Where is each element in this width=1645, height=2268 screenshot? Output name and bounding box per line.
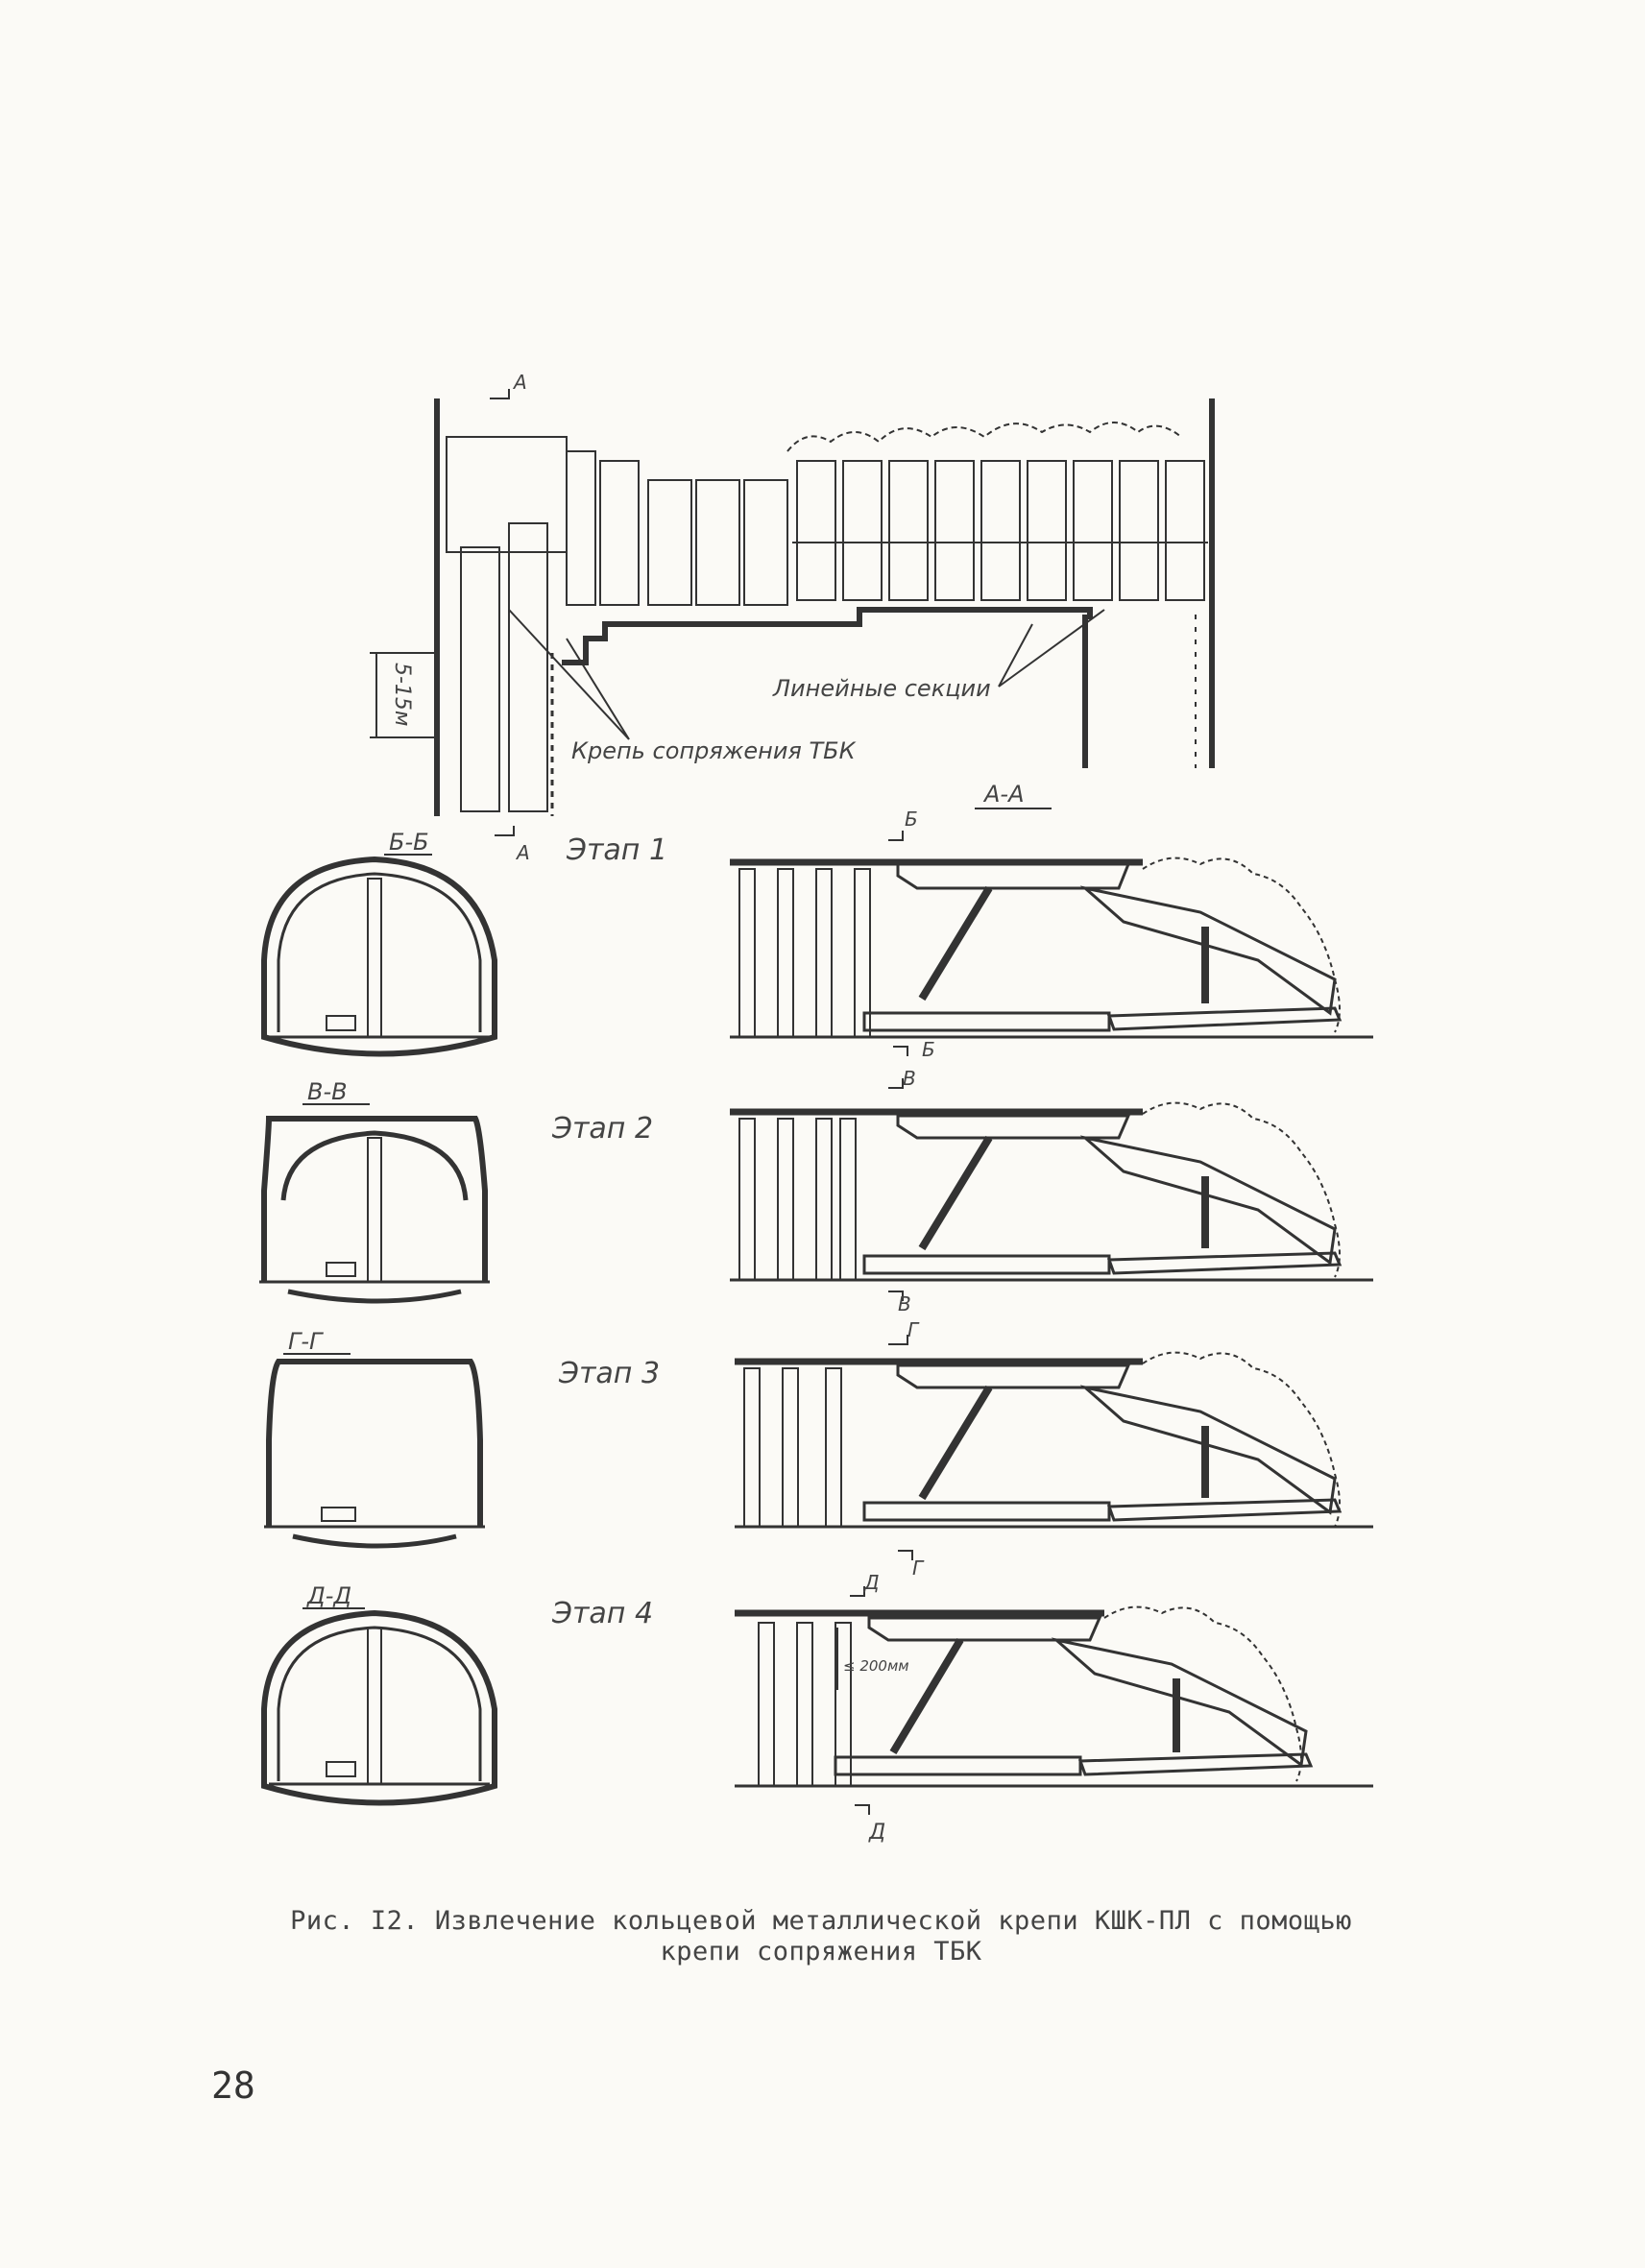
- canopy: [898, 1365, 1128, 1387]
- junction-support-mid: [600, 461, 639, 605]
- linear-section: [935, 461, 974, 600]
- linear-section: [1028, 461, 1066, 600]
- ring-support-post: [744, 1368, 760, 1527]
- tunnel-outline: [264, 1613, 495, 1803]
- leader-line: [509, 610, 629, 739]
- ring-support-post: [739, 869, 755, 1037]
- prop: [368, 879, 381, 1037]
- canopy: [898, 864, 1128, 888]
- base-block: [327, 1016, 355, 1030]
- linear-section: [1166, 461, 1204, 600]
- label-linear-sections: Линейные секции: [773, 675, 991, 702]
- linear-section: [843, 461, 882, 600]
- floor-ring-segment: [288, 1291, 461, 1301]
- cut-marker: [888, 1335, 907, 1344]
- leader-line: [999, 624, 1032, 687]
- base-plate: [864, 1256, 1109, 1273]
- cross-section-gg: [264, 1328, 485, 1546]
- shield-arm: [1085, 888, 1335, 1013]
- junction-support-mid: [567, 451, 595, 605]
- ring-support-post: [840, 1119, 856, 1280]
- leader-line: [567, 639, 629, 739]
- rock-rubble: [1143, 858, 1340, 1032]
- base-extension: [1109, 1253, 1340, 1273]
- rock-rubble: [1143, 1103, 1340, 1277]
- figure-caption: [192, 1906, 1450, 1967]
- ring-support-post: [739, 1119, 755, 1280]
- ring-support-post: [816, 1119, 832, 1280]
- linear-section: [744, 480, 787, 605]
- shield-arm: [1056, 1640, 1306, 1765]
- ring-support-post: [816, 869, 832, 1037]
- linear-section: [696, 480, 739, 605]
- label-stage-4: Этап 4: [552, 1597, 654, 1630]
- label-stage-1: Этап 1: [567, 833, 668, 867]
- base-plate: [864, 1503, 1109, 1520]
- label-stage-3: Этап 3: [559, 1357, 661, 1390]
- base-extension: [1080, 1754, 1311, 1774]
- linear-section: [889, 461, 928, 600]
- hydraulic-leg: [922, 888, 989, 999]
- ring-supports-stack: [739, 1119, 856, 1280]
- ring-supports-stack: [739, 869, 870, 1037]
- shield-arm: [1085, 1387, 1335, 1512]
- label-section-vv: В-В: [307, 1078, 348, 1105]
- linear-section: [648, 480, 691, 605]
- ring-support-post: [826, 1368, 841, 1527]
- leader-line: [999, 610, 1104, 687]
- label-section-aa: А-А: [984, 781, 1025, 808]
- ring-support: [278, 1628, 480, 1781]
- cut-marker: [893, 1047, 907, 1056]
- cut-marker: [888, 831, 903, 840]
- hydraulic-leg: [922, 1387, 989, 1498]
- ring-support-post: [797, 1623, 812, 1786]
- tunnel-outline: [269, 1362, 480, 1527]
- longitudinal-stage-1: [730, 808, 1373, 1061]
- label-section-gg: Г-Г: [288, 1328, 323, 1355]
- label-cut-g-top: Г: [907, 1318, 919, 1341]
- linear-sections-row: [648, 461, 1208, 605]
- linear-section: [1074, 461, 1112, 600]
- ring-support-post: [759, 1623, 774, 1786]
- junction-support-leg: [461, 547, 499, 811]
- plan-view: [370, 371, 1212, 864]
- base-block: [327, 1263, 355, 1276]
- section-marker-a-bottom: [495, 826, 514, 835]
- rock-hatch: [787, 422, 1181, 451]
- page-number: 28: [211, 2064, 255, 2107]
- junction-support-leg: [509, 523, 547, 811]
- label-section-a-top: А: [514, 371, 527, 394]
- base-block: [327, 1762, 355, 1776]
- ring-support-post: [778, 869, 793, 1037]
- prop: [368, 1628, 381, 1784]
- label-cut-g-bottom: Г: [912, 1556, 924, 1580]
- cut-marker: [888, 1078, 903, 1088]
- ring-supports-stack: [744, 1368, 841, 1527]
- label-dimension: 5-15м: [390, 663, 414, 727]
- cut-marker: [855, 1805, 869, 1815]
- tunnel-outline: [264, 859, 495, 1054]
- junction-support-block: [447, 437, 567, 552]
- linear-section: [797, 461, 835, 600]
- caption-line-2: крепи сопряжения ТБК: [660, 1937, 982, 1966]
- ring-segment: [283, 1133, 466, 1200]
- tunnel-outline: [264, 1119, 485, 1282]
- base-plate: [864, 1013, 1109, 1030]
- cross-section-vv: [259, 1078, 490, 1301]
- linear-section: [1120, 461, 1158, 600]
- hydraulic-leg: [922, 1138, 989, 1248]
- label-cut-b-bottom: Б: [922, 1038, 935, 1061]
- canopy: [898, 1116, 1128, 1138]
- base-block: [322, 1508, 355, 1521]
- face-stepped-line: [562, 610, 1090, 663]
- ring-support-post: [783, 1368, 798, 1527]
- label-cut-v-top: В: [903, 1067, 916, 1090]
- cross-section-dd: [264, 1582, 495, 1803]
- linear-section: [981, 461, 1020, 600]
- label-section-a-bottom: А: [517, 841, 530, 864]
- cross-section-bb: [264, 829, 495, 1054]
- floor-ring-segment: [293, 1536, 456, 1546]
- label-cut-d-bottom: Д: [869, 1821, 886, 1845]
- base-plate: [835, 1757, 1080, 1774]
- label-section-bb: Б-Б: [389, 829, 429, 856]
- label-stage-2: Этап 2: [552, 1112, 654, 1146]
- longitudinal-stage-3: [735, 1318, 1373, 1580]
- label-cut-v-bottom: В: [898, 1292, 911, 1315]
- prop: [368, 1138, 381, 1282]
- ring-support-post: [778, 1119, 793, 1280]
- label-section-dd: Д-Д: [307, 1582, 352, 1609]
- ring-support: [278, 874, 480, 1032]
- label-max-gap: ≤ 200мм: [843, 1657, 909, 1675]
- cut-marker: [898, 1551, 912, 1560]
- section-marker-a-top: [490, 389, 509, 398]
- canopy: [869, 1618, 1100, 1640]
- label-junction-support: Крепь сопряжения ТБК: [571, 737, 856, 764]
- label-cut-b-top: Б: [905, 808, 918, 831]
- base-extension: [1109, 1500, 1340, 1520]
- shield-arm: [1085, 1138, 1335, 1263]
- label-cut-d-top: Д: [864, 1571, 880, 1594]
- longitudinal-stage-4: [735, 1571, 1373, 1845]
- caption-line-1: Рис. I2. Извлечение кольцевой металлической крепи КШК-ПЛ с помощью: [290, 1906, 1352, 1936]
- base-extension: [1109, 1008, 1340, 1029]
- cut-marker: [850, 1586, 864, 1596]
- longitudinal-stage-2: [730, 1067, 1373, 1315]
